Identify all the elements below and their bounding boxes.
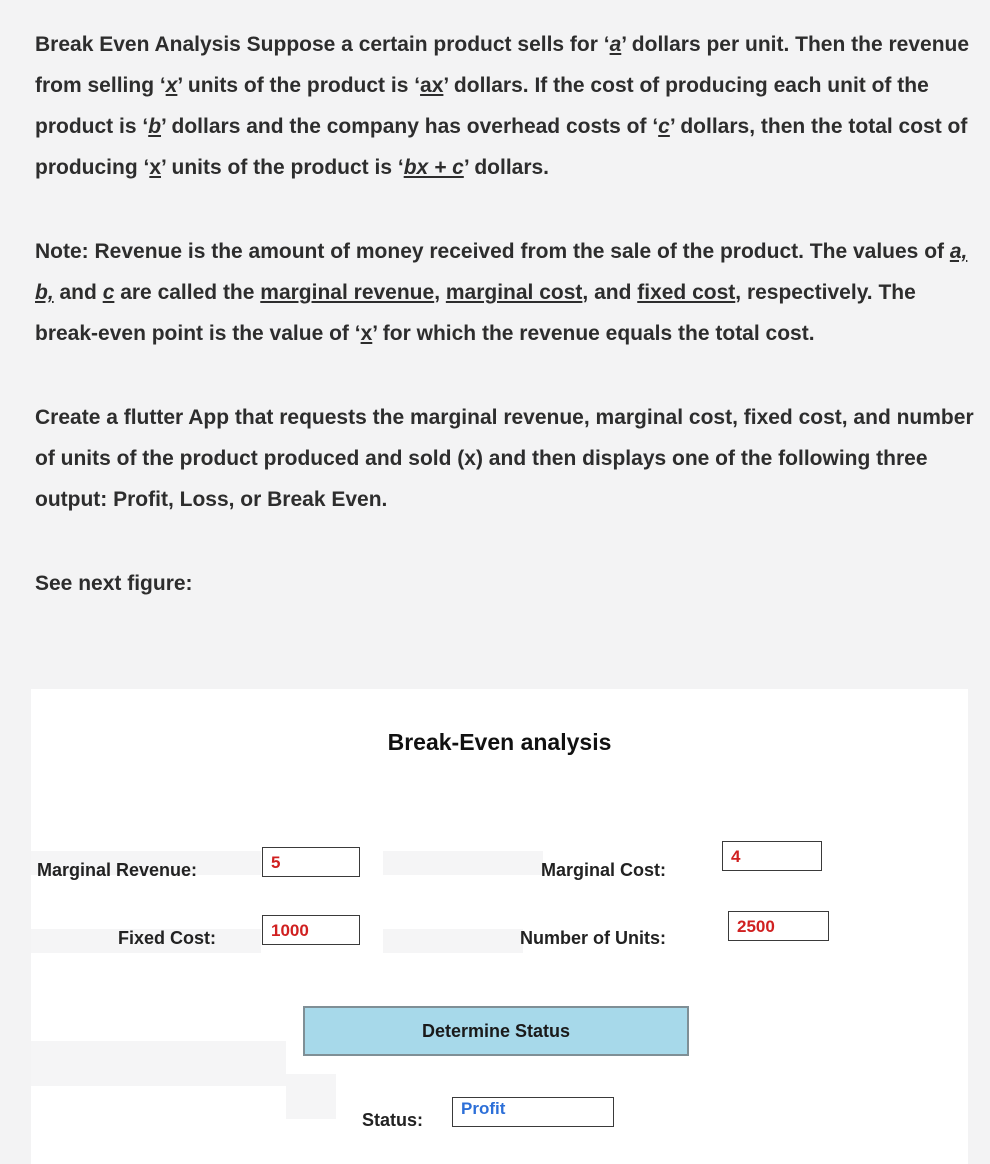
text-run: ’ dollars. — [463, 156, 550, 179]
text-run: ’ dollars, then the total cost of producing ‘ — [35, 115, 968, 179]
var-ax: ax — [420, 74, 444, 97]
var-x: x — [149, 156, 162, 179]
problem-paragraph-2 — [35, 231, 980, 354]
var-b: b — [148, 115, 162, 138]
status-label: Status: — [362, 1110, 424, 1130]
text-run: Note: Revenue is the amount of money received from the sale of the product. The values of — [35, 240, 950, 263]
term-marginal-revenue: marginal revenue — [260, 281, 435, 304]
status-output: Profit — [452, 1097, 614, 1127]
var-x: x — [165, 74, 178, 97]
number-of-units-label: Number of Units: — [520, 928, 666, 948]
problem-paragraph-1 — [35, 24, 980, 188]
var-b: b, — [35, 281, 54, 304]
text-run: and — [53, 281, 103, 304]
problem-paragraph-4: See next figure: — [35, 572, 193, 595]
marginal-cost-label: Marginal Cost: — [541, 860, 667, 880]
decorative-strip — [383, 851, 543, 875]
var-a: a, — [949, 240, 968, 263]
text-run: , and — [582, 281, 638, 304]
marginal-revenue-label: Marginal Revenue: — [37, 860, 198, 880]
problem-paragraph-3: Create a flutter App that requests the marginal revenue, marginal cost, fixed cost, and number of units of the product produced and sold (x) and then displays one of the following three output: Profit, Loss, or Break Even. — [35, 406, 974, 511]
term-fixed-cost: fixed cost — [637, 281, 736, 304]
text-run: ’ for which the revenue equals the total cost. — [372, 322, 815, 345]
text-run: Break Even Analysis Suppose a certain product sells for ‘ — [35, 33, 610, 56]
fixed-cost-input[interactable] — [262, 915, 360, 945]
text-run: ’ dollars. If the cost of producing each unit of the product is ‘ — [35, 74, 929, 138]
var-x: x — [360, 322, 373, 345]
decorative-strip — [383, 929, 523, 953]
text-run: ’ dollars per unit. Then the revenue from selling ‘ — [35, 33, 970, 97]
text-run: are called the — [114, 281, 261, 304]
var-c: c — [102, 281, 115, 304]
app-title: Break-Even analysis — [387, 729, 612, 755]
marginal-cost-input[interactable] — [722, 841, 822, 871]
term-marginal-cost: marginal cost — [445, 281, 583, 304]
text-run: , respectively. The break-even point is the value of ‘ — [35, 281, 916, 345]
text-run: ’ dollars and the company has overhead costs of ‘ — [161, 115, 659, 138]
var-c: c — [658, 115, 670, 138]
decorative-strip — [286, 1074, 336, 1119]
decorative-strip — [31, 1041, 286, 1086]
marginal-revenue-input[interactable] — [262, 847, 360, 877]
text-run: ’ units of the product is ‘ — [177, 74, 421, 97]
app-figure — [31, 689, 968, 1164]
var-bx-plus-c: bx + c — [403, 156, 464, 179]
problem-statement — [35, 24, 980, 604]
text-run: , — [434, 281, 446, 304]
text-run: ’ units of the product is ‘ — [161, 156, 404, 179]
fixed-cost-label: Fixed Cost: — [118, 928, 217, 948]
determine-status-button[interactable]: Determine Status — [303, 1006, 689, 1056]
var-a: a — [609, 33, 622, 56]
number-of-units-input[interactable] — [728, 911, 829, 941]
